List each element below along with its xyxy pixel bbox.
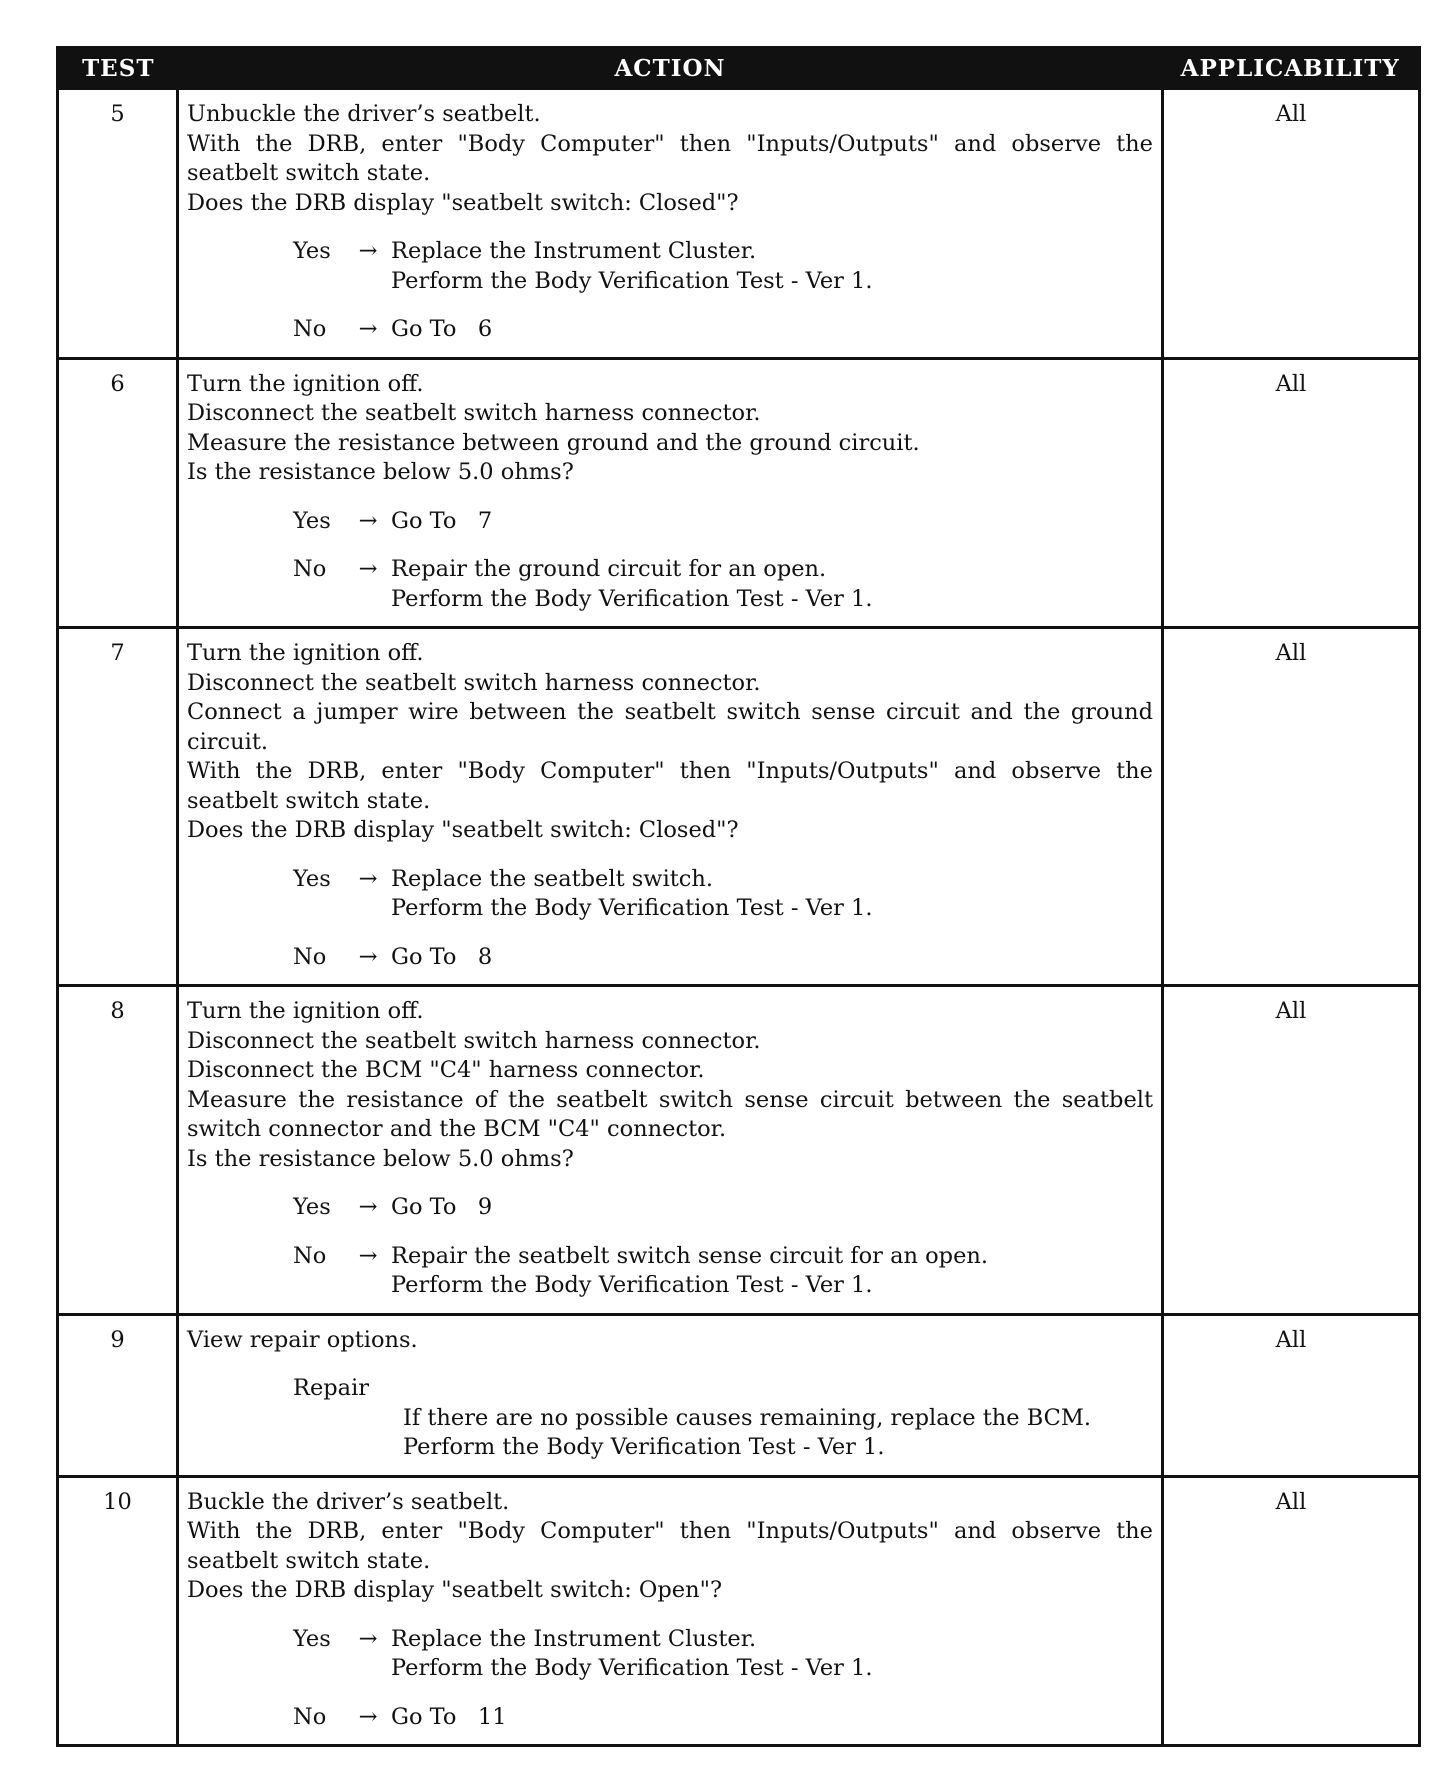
applicability-value: All (1163, 986, 1420, 1315)
action-step: Unbuckle the driver’s seatbelt. (187, 101, 541, 127)
no-label: No (293, 556, 327, 582)
applicability-value: All (1163, 89, 1420, 359)
applicability-value: All (1163, 358, 1420, 628)
action-step: Measure the resistance of the seatbelt switch sense circuit between the seatbelt switch connector and the BCM "C4" connector. (187, 1086, 1153, 1142)
action-step: Buckle the driver’s seatbelt. (187, 1488, 510, 1515)
yes-outcome-line: Replace the Instrument Cluster. (391, 238, 757, 264)
yes-outcome (391, 865, 1153, 924)
yes-label: Yes (293, 507, 331, 534)
test-number: 6 (58, 358, 178, 628)
yes-outcome-line: Go To 9 (391, 1194, 493, 1220)
table-header-row (58, 48, 1420, 89)
action-cell (178, 358, 1163, 628)
action-step: Disconnect the seatbelt switch harness connector. (187, 669, 761, 696)
yes-outcome-line: Perform the Body Verification Test - Ver 1. (391, 267, 873, 294)
no-outcome-line: Perform the Body Verification Test - Ver 1. (391, 1272, 873, 1298)
action-step: Is the resistance below 5.0 ohms? (187, 459, 574, 485)
yes-outcome-line: Replace the Instrument Cluster. (391, 1625, 757, 1652)
repair-text (403, 1404, 1153, 1463)
no-outcome-line: Go To 6 (391, 316, 493, 342)
yes-result (293, 865, 1153, 924)
yes-label: Yes (293, 1194, 331, 1220)
arrow-icon: → (358, 238, 378, 264)
no-outcome (391, 1242, 1153, 1301)
yes-outcome-line: Perform the Body Verification Test - Ver 1. (391, 1655, 873, 1681)
action-step: With the DRB, enter "Body Computer" then "Inputs/Outputs" and observe the seatbelt switch state. (187, 1518, 1153, 1574)
applicability-value: All (1163, 1476, 1420, 1746)
no-label: No (293, 943, 327, 970)
repair-line: If there are no possible causes remaining, replace the BCM. (403, 1404, 1092, 1431)
no-result (293, 1703, 1153, 1733)
table-body (58, 89, 1420, 1746)
action-step: Does the DRB display "seatbelt switch: Closed"? (187, 189, 739, 216)
yes-outcome-line: Go To 7 (391, 507, 493, 534)
no-outcome-line: Go To 8 (391, 943, 493, 970)
test-number: 5 (58, 89, 178, 359)
no-result (293, 315, 1153, 345)
diagnostic-table (56, 46, 1421, 1747)
arrow-icon: → (358, 1703, 378, 1730)
diagnostic-test-sheet (56, 46, 1418, 1747)
yes-label: Yes (293, 1625, 331, 1652)
action-step: With the DRB, enter "Body Computer" then "Inputs/Outputs" and observe the seatbelt switch state. (187, 130, 1153, 186)
yes-result (293, 237, 1153, 296)
yes-outcome (391, 237, 1153, 296)
arrow-icon: → (358, 507, 378, 534)
arrow-icon: → (358, 1625, 378, 1652)
action-cell (178, 89, 1163, 359)
no-outcome (391, 315, 1153, 345)
yes-outcome (391, 1193, 1153, 1223)
action-cell (178, 1476, 1163, 1746)
table-row (58, 358, 1420, 628)
action-step: Measure the resistance between ground and the ground circuit. (187, 429, 920, 456)
yes-label: Yes (293, 238, 331, 264)
arrow-icon: → (358, 943, 378, 970)
no-outcome (391, 555, 1153, 614)
no-outcome-line: Repair the seatbelt switch sense circuit for an open. (391, 1242, 989, 1269)
table-row (58, 1476, 1420, 1746)
no-outcome-line: Go To 11 (391, 1703, 507, 1730)
yes-outcome-line: Replace the seatbelt switch. (391, 865, 714, 892)
no-outcome (391, 943, 1153, 973)
test-number: 10 (58, 1476, 178, 1746)
action-step: Is the resistance below 5.0 ohms? (187, 1145, 574, 1172)
action-cell (178, 1314, 1163, 1476)
no-result (293, 555, 1153, 614)
yes-result (293, 1193, 1153, 1223)
no-label: No (293, 1242, 327, 1269)
repair-label: Repair (293, 1375, 370, 1401)
test-number: 7 (58, 628, 178, 986)
table-row (58, 628, 1420, 986)
table-row (58, 89, 1420, 359)
yes-outcome-line: Perform the Body Verification Test - Ver 1. (391, 895, 873, 921)
action-step: Disconnect the seatbelt switch harness connector. (187, 1027, 761, 1054)
action-step: With the DRB, enter "Body Computer" then "Inputs/Outputs" and observe the seatbelt switch state. (187, 758, 1153, 814)
test-number: 9 (58, 1314, 178, 1476)
no-label: No (293, 1703, 327, 1730)
no-label: No (293, 316, 327, 342)
action-step: Does the DRB display "seatbelt switch: Closed"? (187, 817, 739, 843)
action-step: Connect a jumper wire between the seatbelt switch sense circuit and the ground circuit. (187, 699, 1153, 755)
header-action: ACTION (178, 48, 1163, 89)
arrow-icon: → (358, 316, 378, 342)
yes-outcome (391, 1625, 1153, 1684)
applicability-value: All (1163, 628, 1420, 986)
action-step: View repair options. (187, 1326, 418, 1353)
header-test: TEST (58, 48, 178, 89)
no-result (293, 943, 1153, 973)
no-result (293, 1242, 1153, 1301)
action-cell (178, 628, 1163, 986)
action-cell (178, 986, 1163, 1315)
action-step: Does the DRB display "seatbelt switch: Open"? (187, 1577, 723, 1603)
yes-label: Yes (293, 865, 331, 892)
repair-line: Perform the Body Verification Test - Ver 1. (403, 1434, 885, 1460)
arrow-icon: → (358, 1194, 378, 1220)
header-applicability: APPLICABILITY (1163, 48, 1420, 89)
action-step: Turn the ignition off. (187, 998, 424, 1024)
table-row (58, 986, 1420, 1315)
arrow-icon: → (358, 556, 378, 582)
yes-result (293, 1625, 1153, 1684)
arrow-icon: → (358, 1242, 378, 1269)
action-step: Turn the ignition off. (187, 640, 424, 666)
applicability-value: All (1163, 1314, 1420, 1476)
table-row (58, 1314, 1420, 1476)
no-outcome-line: Perform the Body Verification Test - Ver 1. (391, 585, 873, 612)
arrow-icon: → (358, 865, 378, 892)
action-step: Turn the ignition off. (187, 370, 424, 397)
test-number: 8 (58, 986, 178, 1315)
action-step: Disconnect the seatbelt switch harness connector. (187, 400, 761, 426)
no-outcome (391, 1703, 1153, 1733)
action-step: Disconnect the BCM "C4" harness connector. (187, 1057, 705, 1083)
yes-result (293, 507, 1153, 537)
no-outcome-line: Repair the ground circuit for an open. (391, 556, 827, 582)
yes-outcome (391, 507, 1153, 537)
